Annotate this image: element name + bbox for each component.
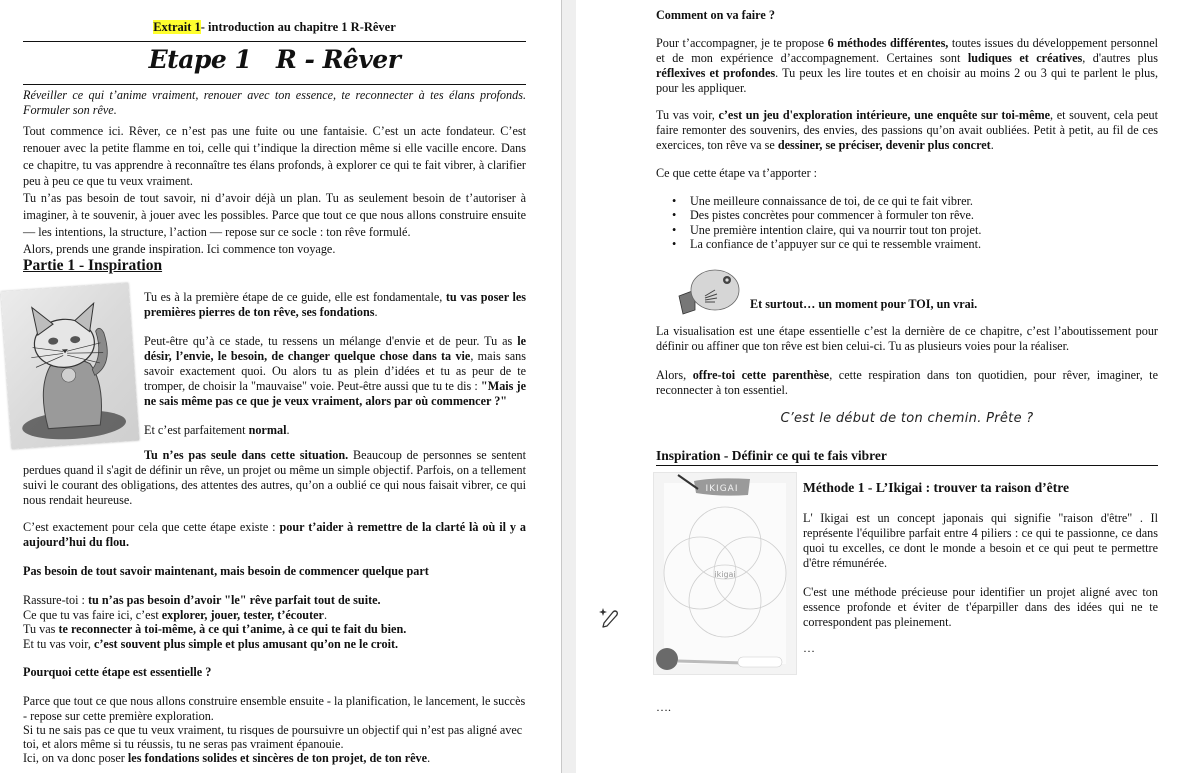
text-block-lower [23, 520, 526, 765]
chapter-title: Etape 1 R - Rêver [148, 45, 401, 74]
title-rule-top [23, 41, 526, 42]
benefits-list [672, 194, 1152, 252]
section-heading: Partie 1 - Inspiration [23, 257, 163, 274]
list-item: • Une première intention claire, qui va nourrir tout ton projet. [672, 223, 1152, 237]
method-title: Méthode 1 - L’Ikigai : trouver ta raison d’être [803, 480, 1070, 495]
paragraph: C'est une méthode précieuse pour identifier un projet aligné avec ton essence profonde et éviter de t'éparpiller dans des idées qui ne te correspondent pas pleinement. [803, 585, 1158, 629]
paragraph: C’est exactement pour cela que cette étape existe : pour t’aider à remettre de la clarté là où il y a aujourd’hui du flou. [23, 520, 526, 549]
ikigai-worksheet-image [653, 472, 797, 675]
list-item: • La confiance de t’appuyer sur ce qui te ressemble vraiment. [672, 237, 1152, 251]
cat-illustration [1, 283, 140, 450]
fish-icon [675, 266, 741, 316]
extrait-highlight: Extrait 1 [153, 20, 201, 34]
paragraph-heading: Pourquoi cette étape est essentielle ? [23, 665, 212, 680]
paragraph: Alors, offre-toi cette parenthèse, cette respiration dans ton quotidien, pour rêver, imaginer, te reconnecter à ton essentiel. [656, 368, 1158, 397]
paragraph: Peut-être qu’à ce stade, tu ressens un mélange d'envie et de peur. Tu as le désir, l’envie, le besoin, de changer quelque chose dans ta vie, mais sans savoir exactement quoi. Ou alors tu as plein d’idées et tu as peur de te tromper, de choisir la "mauvaise" voie. Peut-être aussi que tu te dis : "Mais je ne sais même pas ce que je veux vraiment, alors par où commencer ?" [144, 334, 526, 408]
ikigai-banner-text: IKIGAI [705, 484, 739, 494]
sparkle-pen-icon[interactable] [598, 606, 620, 628]
ellipsis: …. [656, 700, 671, 714]
paragraph: Tu es à la première étape de ce guide, elle est fondamentale, tu vas poser les premières pierres de ton rêve, ses fondations. [144, 290, 526, 319]
paragraph: L' Ikigai est un concept japonais qui signifie "raison d'être" . Il représente l'équilibre parfait entre 4 piliers : ce qui te passionne, ce dans quoi tu excelles, ce dont le monde a besoin et ce qui peut te permettre d'être rémunérée. [803, 511, 1158, 570]
document-page-left [0, 0, 561, 773]
intro-text [23, 123, 526, 257]
ikigai-center-text: ikigai [714, 570, 736, 579]
paragraph: Tu vas voir, c’est un jeu d'exploration intérieure, une enquête sur toi-même, et souvent, cela peut faire remonter des souvenirs, des envies, des passions qu’on avait oubliées. Petit à petit, au fil de ces exercices, ton rêve va se dessiner, se préciser, devenir plus concret. [656, 108, 1158, 152]
paragraph: Et c’est parfaitement normal. [144, 423, 290, 437]
ellipsis: … [803, 641, 815, 655]
intro-paragraph: Alors, prends une grande inspiration. Ici commence ton voyage. [23, 241, 336, 256]
intro-paragraph: Tout commence ici. Rêver, ce n’est pas une fuite ou une fantaisie. C’est un acte fondateur. C’est renouer avec la petite flamme en toi, celle qui t’indique la direction même si elle vacille encore. Dans ce chapitre, tu vas apprendre à reconnaître tes élans profonds, à explorer ce qui te fait vibrer, à clarifier peu à peu ce que tu veux vraiment. [23, 124, 526, 189]
fish-illustration [675, 266, 741, 316]
paragraph-heading: Pas besoin de tout savoir maintenant, mais besoin de commencer quelque part [23, 564, 429, 578]
comment-heading: Comment on va faire ? [656, 8, 775, 22]
extrait-rest: - introduction au chapitre 1 R-Rêver [200, 20, 396, 34]
surtout-text: Et surtout… un moment pour TOI, un vrai. [750, 297, 978, 311]
paragraph: La visualisation est une étape essentielle c’est la dernière de ce chapitre, c’est l’aboutissement pour définir ou affiner que ton rêve est bien celui-ci. Tu as plusieurs voies pour la réaliser. [656, 324, 1158, 353]
list-item: • Une meilleure connaissance de toi, de ce qui te fait vibrer. [672, 194, 1152, 208]
benefits-intro: Ce que cette étape va t’apporter : [656, 166, 818, 180]
document-page-right [576, 0, 1177, 773]
tagline: C’est le début de ton chemin. Prête ? [780, 411, 1034, 426]
chapter-subtitle: Réveiller ce qui t’anime vraiment, renouer avec ton essence, te reconnecter à tes élans profonds. Formuler son rêve. [23, 88, 526, 117]
inspiration-heading: Inspiration - Définir ce qui te fais vibrer [656, 448, 887, 463]
heading-rule [656, 465, 1158, 466]
list-item: • Des pistes concrètes pour commencer à formuler ton rêve. [672, 208, 1152, 222]
cat-drawing-icon [1, 283, 140, 450]
title-rule-bottom [23, 84, 526, 85]
method-body [803, 511, 1158, 644]
paragraph-not-alone [23, 448, 526, 508]
paragraph: Tu n’es pas seule dans cette situation. Beaucoup de personnes se sentent perdues quand il s'agit de définir un rêve, un projet ou même un simple objectif. Parfois, on a tellement suivi le courant des obligations, des attentes des autres, qu’on a oublié ce qui nous faisait vibrer, ce qui nous rendait heureuse. [23, 448, 527, 507]
paragraph: Pour t’accompagner, je te propose 6 méthodes différentes, toutes issues du développement personnel et de mon expérience d’accompagnement. Certaines sont ludiques et créatives, d'autres plus réflexives et profondes. Tu peux les lire toutes et en choisir au moins 2 ou 3 qui te parlent le plus, pour les appliquer. [656, 36, 1158, 95]
ikigai-diagram-icon [654, 473, 796, 674]
paragraph: Parce que tout ce que nous allons construire ensemble ensuite - la planification, le lancement, le succès - repose sur cette première exploration. Si tu ne sais pas ce que tu veux vraiment, tu risques de poursuivre un objectif qui n’est pas aligné avec toi, et alors même si tu réussis, tu ne seras pas vraiment épanouie. Ici, on va donc poser les fondations solides et sincères de ton projet, de ton rêve. [23, 694, 526, 766]
paragraph: Rassure-toi : tu n’as pas besoin d’avoir "le" rêve parfait tout de suite. Ce que tu vas faire ici, c’est explorer, jouer, tester, t’écouter. Tu vas te reconnecter à toi-même, à ce qui t’anime, à ce qui te fait du bien. Et tu vas voir, c’est souvent plus simple et plus amusant qu’on ne le croit. [23, 593, 407, 651]
page-gutter [561, 0, 577, 773]
extrait-header [23, 20, 526, 35]
intro-paragraph: Tu n’as pas besoin de tout savoir, ni d’avoir déjà un plan. Tu as seulement besoin de t’autoriser à imaginer, à te souvenir, à jouer avec les possibles. Parce que tout ce que nous allons construire ensuite — les intentions, la structure, l’action — repose sur ce socle : ton rêve formulé. [23, 191, 526, 239]
inspiration-text-block [144, 290, 526, 452]
